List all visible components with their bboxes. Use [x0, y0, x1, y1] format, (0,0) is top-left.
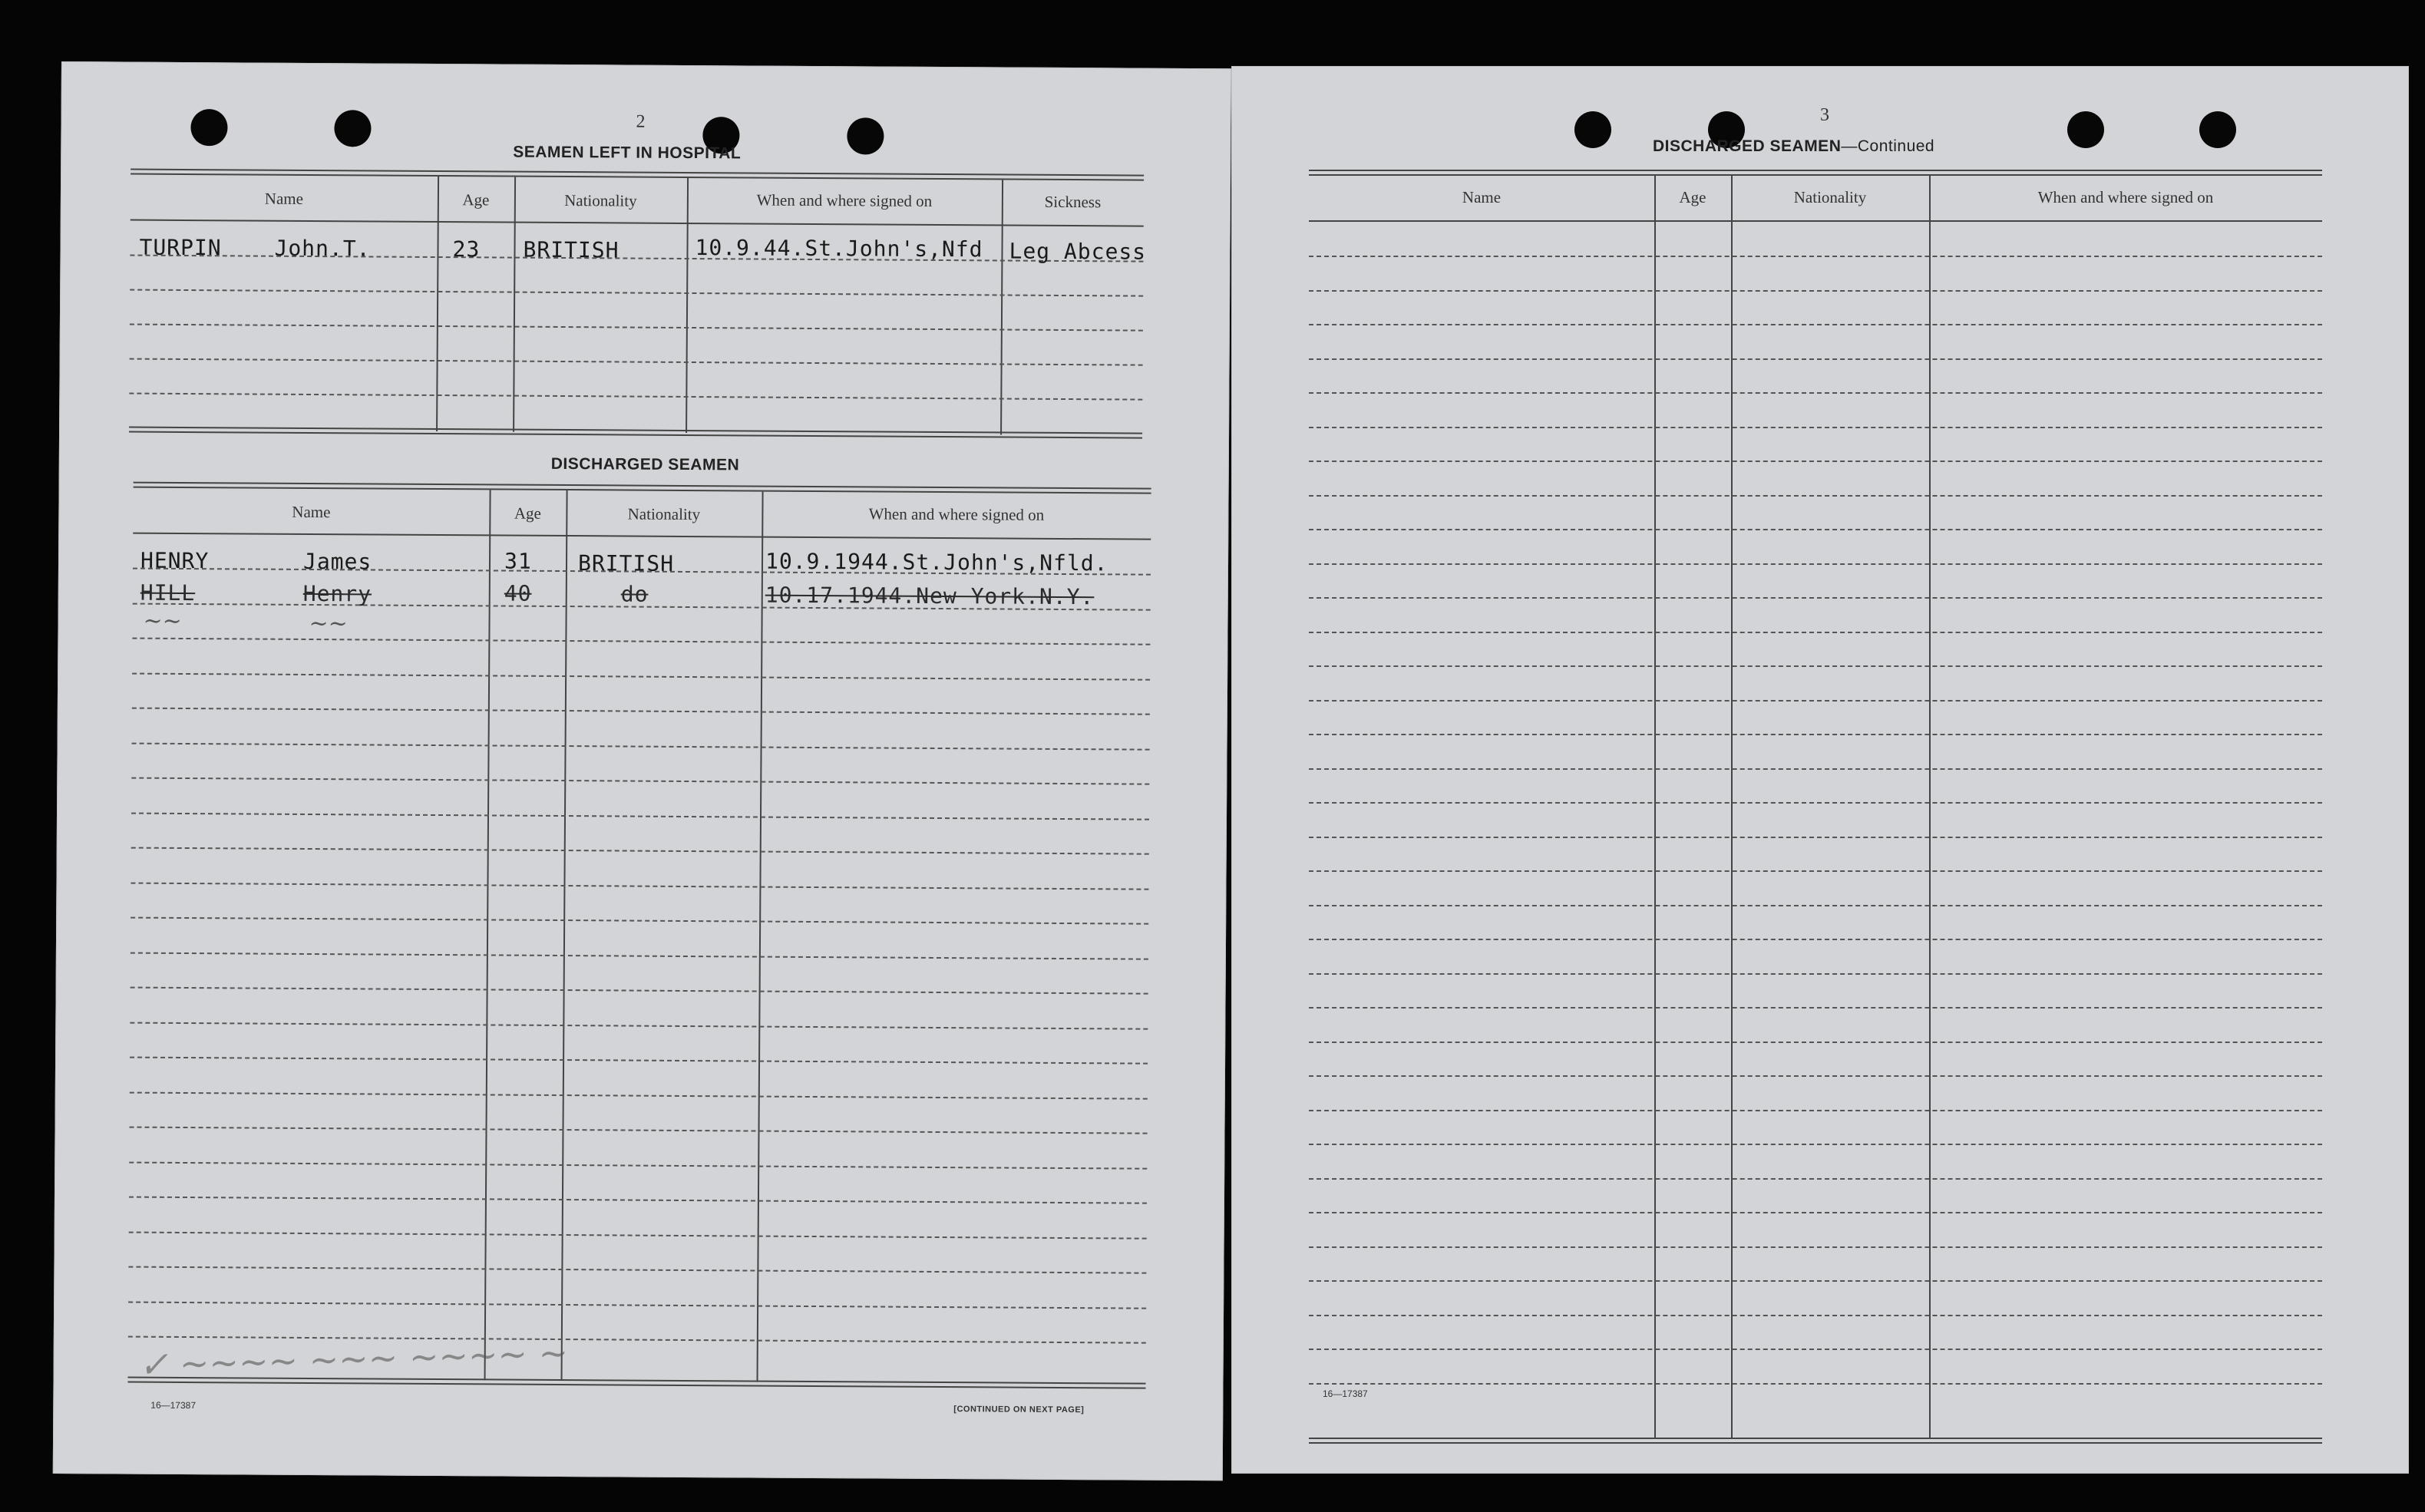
row-rule [1309, 1212, 2322, 1213]
row-rule [1309, 734, 2322, 735]
handwritten-note: ✓ ~~~~ ~~~ ~~~~ ~ [138, 1332, 569, 1386]
column-divider [561, 490, 568, 1381]
col-header-age: Age [514, 503, 541, 523]
title-suffix: —Continued [1841, 137, 1935, 155]
column-divider [513, 177, 516, 432]
punch-hole [2199, 111, 2236, 148]
col-header-signed-on: When and where signed on [868, 504, 1045, 524]
col-header-signed-on: When and where signed on [756, 190, 933, 210]
row-rule [1309, 1383, 2322, 1385]
hospital-name-given: John.T. [274, 235, 371, 262]
row-rule [1309, 392, 2322, 394]
hospital-age: 23 [452, 236, 481, 262]
punch-hole [334, 110, 371, 147]
row-rule [1309, 973, 2322, 975]
discharged-nationality: do [620, 581, 649, 607]
row-rule [1309, 256, 2322, 257]
row-rule [130, 324, 1143, 332]
row-rule [130, 1022, 1148, 1029]
row-rule [131, 952, 1148, 959]
row-rule [1309, 358, 2322, 360]
row-rule [1309, 529, 2322, 530]
discharged-continued-title [1653, 137, 1934, 156]
row-rule [1309, 700, 2322, 702]
punch-hole [2067, 111, 2104, 148]
row-rule [1309, 1246, 2322, 1248]
row-rule [1309, 290, 2322, 292]
row-rule [1309, 1110, 2322, 1111]
column-divider [1731, 176, 1733, 1438]
row-rule [1309, 1042, 2322, 1043]
row-rule [1309, 1075, 2322, 1077]
row-rule [1309, 632, 2322, 633]
discharged-age: 31 [504, 548, 532, 574]
row-rule [131, 812, 1149, 820]
hospital-name-surname: TURPIN [139, 234, 222, 261]
table-top-rule [134, 482, 1151, 494]
row-rule [132, 742, 1150, 750]
column-divider [1654, 176, 1656, 1438]
continued-note: [CONTINUED ON NEXT PAGE] [953, 1405, 1085, 1415]
row-rule [132, 708, 1150, 715]
left-page [53, 61, 1231, 1481]
hospital-nationality: BRITISH [523, 236, 619, 263]
row-rule [1309, 1280, 2322, 1282]
header-rule [1309, 220, 2322, 222]
page-number: 3 [1820, 105, 1829, 125]
col-header-age: Age [1679, 188, 1706, 206]
form-number: 16—17387 [1323, 1388, 1368, 1399]
row-rule [128, 1301, 1146, 1309]
discharged-section-title: DISCHARGED SEAMEN [550, 454, 740, 474]
row-rule [1309, 870, 2322, 872]
column-divider [484, 490, 491, 1380]
row-rule [129, 393, 1142, 401]
row-rule [1309, 324, 2322, 325]
title-bold: DISCHARGED SEAMEN [1653, 137, 1842, 155]
col-header-signed-on: When and where signed on [2037, 188, 2214, 206]
ditto-scribble: ~~ [309, 609, 348, 638]
discharged-signed-on: 10.9.1944.St.John's,Nfld. [765, 548, 1108, 576]
column-divider [757, 492, 764, 1382]
col-header-age: Age [462, 190, 490, 210]
row-rule [1309, 1144, 2322, 1145]
col-header-name: Name [1462, 188, 1502, 206]
row-rule [1309, 461, 2322, 462]
row-rule [128, 1266, 1146, 1274]
punch-hole [190, 109, 227, 146]
discharged-signed-on: 10.17.1944.New York.N.Y. [765, 582, 1095, 610]
row-rule [1309, 1178, 2322, 1180]
row-rule [130, 1127, 1148, 1134]
table-top-rule [131, 169, 1144, 181]
discharged-name-given: James [302, 548, 372, 575]
column-divider [436, 177, 439, 431]
row-rule [131, 987, 1148, 995]
row-rule [1309, 802, 2322, 804]
page-number: 2 [636, 111, 646, 132]
hospital-sickness: Leg Abcess [1009, 238, 1147, 265]
col-header-sickness: Sickness [1044, 192, 1102, 212]
row-rule [129, 1161, 1147, 1169]
row-rule [1309, 837, 2322, 838]
col-header-nationality: Nationality [627, 504, 701, 524]
row-rule [131, 847, 1149, 855]
col-header-nationality: Nationality [1793, 188, 1867, 206]
row-rule [1309, 427, 2322, 428]
row-rule [1309, 768, 2322, 770]
discharged-ruled-lines [62, 62, 1231, 69]
hospital-signed-on: 10.9.44.St.John's,Nfd [695, 235, 983, 262]
discharged-age: 40 [504, 580, 532, 606]
row-rule [130, 358, 1143, 366]
column-divider [1000, 180, 1003, 434]
header-rule [131, 220, 1144, 227]
hospital-section-title: SEAMEN LEFT IN HOSPITAL [513, 143, 742, 163]
row-rule [129, 1231, 1147, 1239]
form-number: 16—17387 [150, 1399, 197, 1411]
column-divider [686, 178, 689, 433]
row-rule [1309, 1007, 2322, 1009]
col-header-name: Name [264, 189, 304, 208]
row-rule [1309, 1349, 2322, 1350]
row-rule [1309, 665, 2322, 667]
ditto-scribble: ~~ [143, 607, 182, 635]
row-rule [1309, 1315, 2322, 1316]
row-rule [132, 638, 1150, 645]
table-bottom-rule [1309, 1438, 2322, 1444]
table-bottom-rule [129, 427, 1142, 439]
row-rule [130, 1057, 1148, 1065]
header-rule [133, 533, 1151, 540]
column-divider [1929, 176, 1931, 1438]
col-header-name: Name [292, 502, 331, 522]
discharged-name-given: Henry [302, 580, 372, 607]
row-rule [1309, 563, 2322, 565]
row-rule [132, 672, 1150, 680]
row-rule [1309, 597, 2322, 599]
row-rule [131, 882, 1148, 890]
discharged-name-surname: HILL [140, 579, 196, 606]
row-rule [1309, 495, 2322, 497]
table-top-rule [1309, 170, 2322, 176]
row-rule [131, 917, 1148, 925]
discharged-nationality: BRITISH [577, 550, 675, 576]
punch-hole [1574, 111, 1611, 148]
discharged-name-surname: HENRY [140, 547, 210, 574]
row-rule [130, 289, 1143, 297]
row-rule [129, 1197, 1147, 1204]
col-header-nationality: Nationality [564, 191, 637, 210]
row-rule [130, 1091, 1148, 1099]
right-page [1231, 66, 2409, 1474]
row-rule [131, 777, 1149, 785]
punch-hole [847, 117, 884, 154]
row-rule [1309, 939, 2322, 940]
row-rule [1309, 905, 2322, 906]
